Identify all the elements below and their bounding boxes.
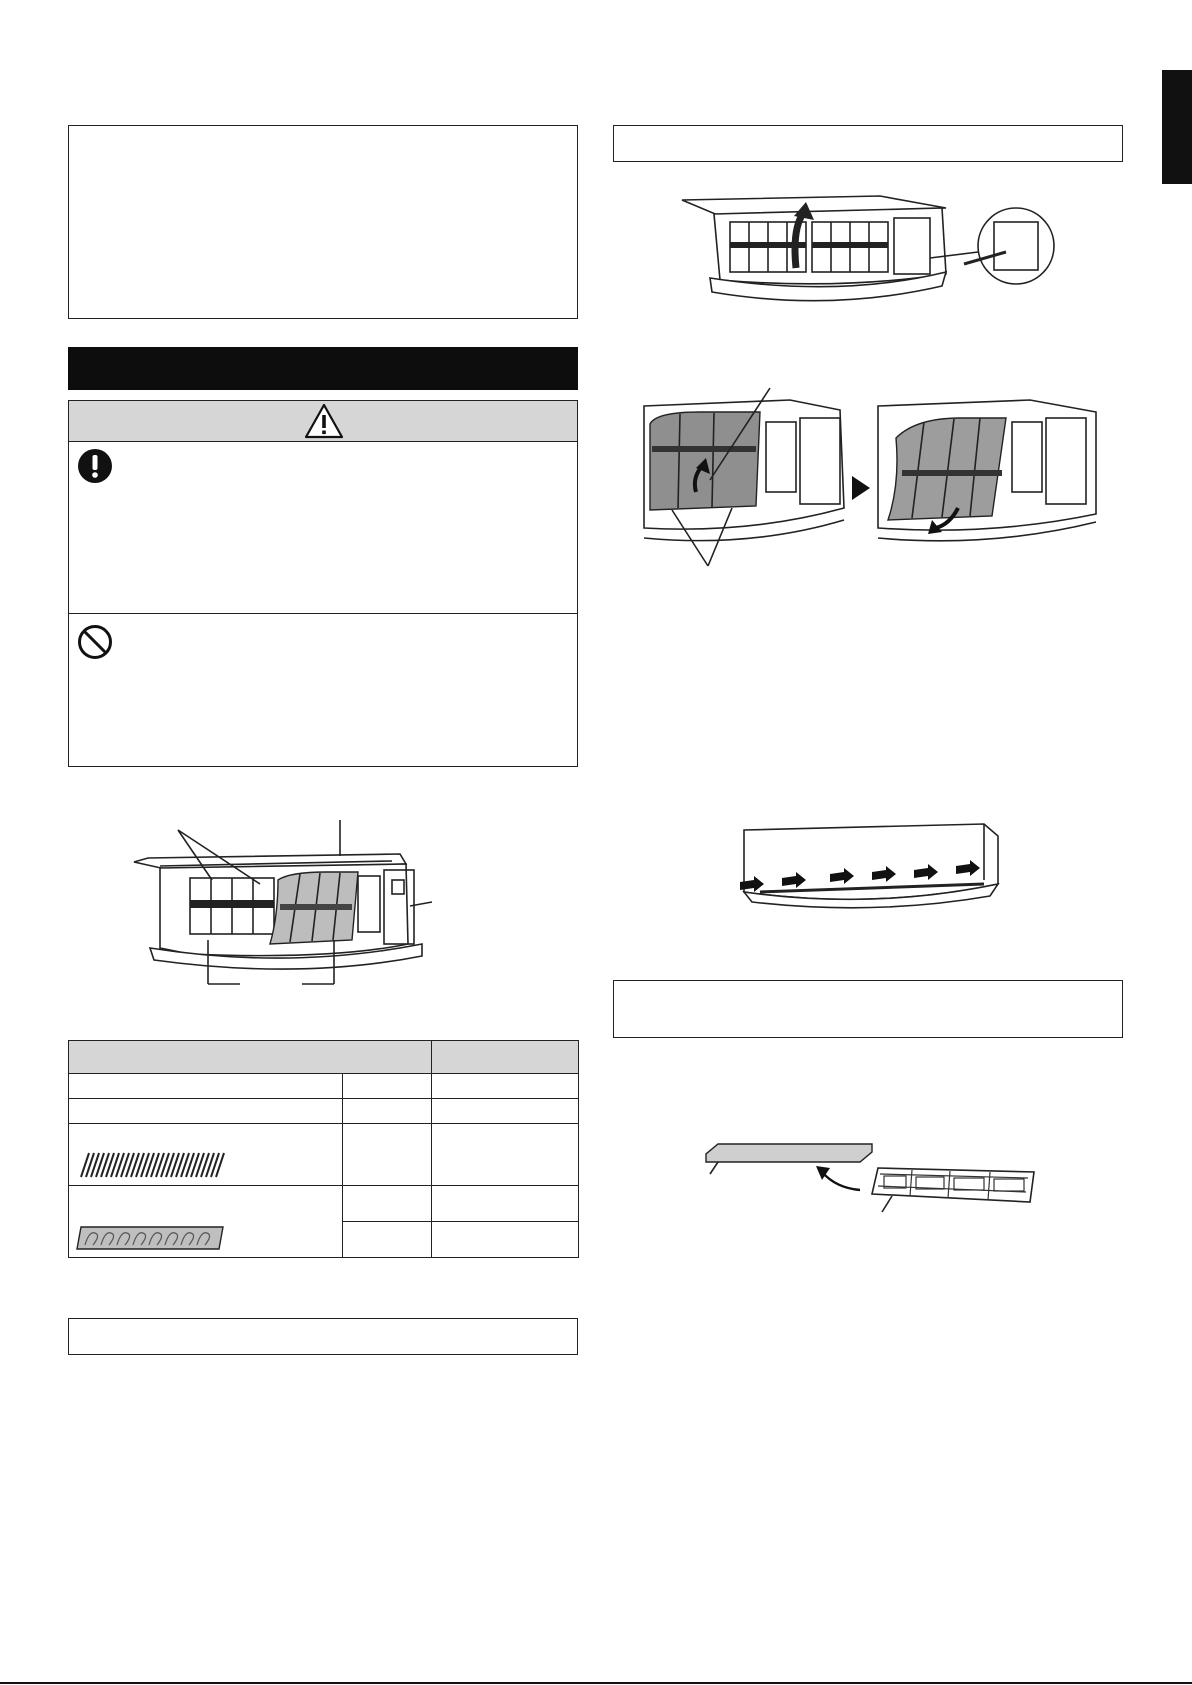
warning-triangle-icon — [303, 402, 345, 440]
warning-row-prohibition — [68, 614, 578, 767]
close-intake-grille-illustration — [734, 820, 1004, 920]
table-cell — [432, 1124, 579, 1186]
note-box-bottom-left — [68, 1318, 578, 1355]
table-cell — [69, 1099, 343, 1124]
warning-row-mandatory — [68, 442, 578, 614]
parts-table-header-right — [432, 1041, 579, 1074]
pleated-filter-icon — [77, 1151, 227, 1179]
table-cell — [343, 1124, 432, 1186]
table-cell — [432, 1074, 579, 1099]
prohibition-icon — [77, 624, 113, 660]
open-intake-grille-illustration — [680, 194, 1065, 309]
parts-table-header-left — [69, 1041, 432, 1074]
table-cell — [343, 1222, 432, 1258]
warning-header — [68, 400, 578, 442]
note-box-top-right — [613, 125, 1123, 162]
note-box-top-left — [68, 125, 578, 319]
note-box-middle-right — [613, 980, 1123, 1038]
table-cell — [343, 1099, 432, 1124]
table-cell — [432, 1222, 579, 1258]
language-tab — [1162, 70, 1192, 184]
table-cell — [343, 1186, 432, 1222]
footer-rule — [0, 1682, 1192, 1684]
remove-air-filter-illustration — [640, 388, 1100, 576]
indoor-unit-open-panel-illustration — [130, 820, 450, 995]
honeycomb-filter-icon — [75, 1225, 225, 1251]
section-header-bar — [68, 347, 578, 390]
table-cell — [432, 1186, 579, 1222]
table-cell — [69, 1186, 343, 1258]
table-cell — [69, 1124, 343, 1186]
table-cell — [343, 1074, 432, 1099]
mandatory-exclamation-icon — [77, 448, 113, 484]
parts-table — [68, 1040, 579, 1258]
table-cell — [69, 1074, 343, 1099]
table-cell — [432, 1099, 579, 1124]
filter-insertion-illustration — [700, 1138, 1040, 1218]
